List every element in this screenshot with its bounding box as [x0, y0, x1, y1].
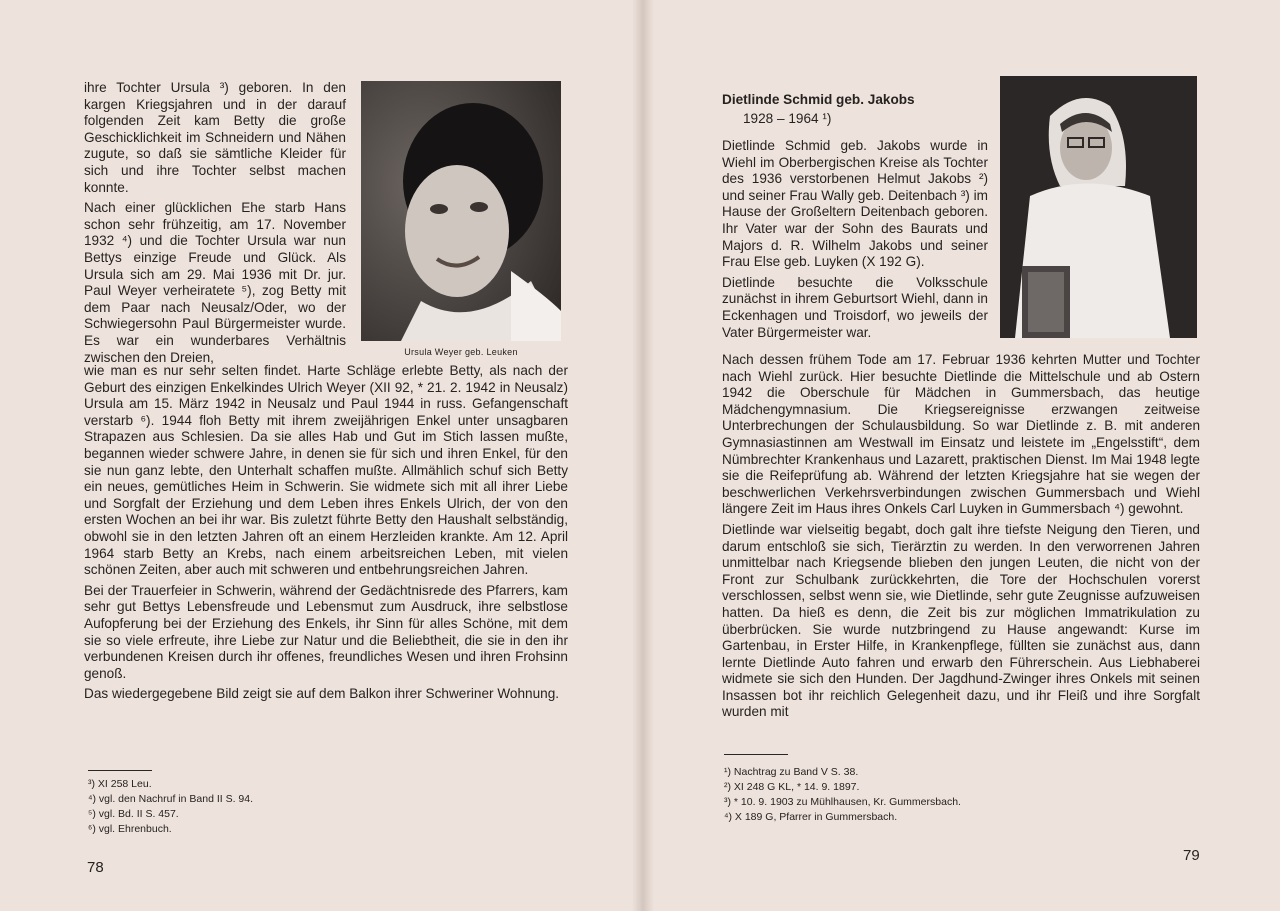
paragraph: Dietlinde Schmid geb. Jakobs wurde in Wiehl im Oberbergischen Kreise als Tochter des 1936 verstorbenen Helmut Jakobs ²) und seiner Frau Wally geb. Deitenbach ³) im Hause der Großeltern Deitenbach geboren. Ihr Vater war der Sohn des Baurats und Majors d. R. Wilhelm Jakobs und seiner Frau Else geb. Luyken (X 192 G).	[722, 138, 988, 270]
portrait-image	[361, 81, 561, 341]
left-footnotes	[88, 777, 253, 837]
left-narrow-column	[84, 80, 346, 370]
paragraph: Nach einer glücklichen Ehe starb Hans schon sehr frühzeitig, am 17. November 1932 ⁴) und die Tochter Ursula war nun Bettys einzige Freude und Glück. Als Ursula sich am 29. Mai 1936 mit Dr. jur. Paul Weyer verheiratete ⁵), zog Betty mit dem Paar nach Neusalz/Oder, wo der Schwiegersohn Paul Bürgermeister wurde. Es war ein wunderbares Verhältnis zwischen den Dreien,	[84, 200, 346, 365]
footnote: ⁴) vgl. den Nachruf in Band II S. 94.	[88, 793, 254, 805]
left-wide-column	[84, 363, 568, 707]
paragraph: Bei der Trauerfeier in Schwerin, während der Gedächtnisrede des Pfarrers, kam sehr gut Bettys Lebensfreude und Lebensmut zum Ausdruck, ihre selbstlose Aufopferung bei der Erziehung des Enkels, ihr Sinn für alles Schöne, mit dem sie so viele erfreute, ihre Liebe zur Natur und die Beliebtheit, die sie in den ihr verbundenen Kreisen durch ihr offenes, freundliches Wesen und ihren Frohsinn genoß.	[84, 582, 568, 681]
right-wide-column	[722, 352, 1200, 725]
page-number: 78	[87, 859, 104, 876]
paragraph: Nach dessen frühem Tode am 17. Februar 1936 kehrten Mutter und Tochter nach Wiehl zurück. Hier besuchte Dietlinde die Mittelschule und ab Ostern 1942 die Oberschule für Mädchen in Gummersbach, das heutige Mädchengymnasium. Die Kriegsereignisse erzwangen zeitweise Unterbrechungen der Schulausbildung. So war Dietlinde z. B. mit anderen Gymnasiastinnen am Westwall im Einsatz und leistete im „Engelsstift“, dem Nümbrechter Krankenhaus und Lazarett, praktischen Dienst. Im Mai 1948 legte sie die Reifeprüfung ab. Während der letzten Kriegsjahre hat sie wegen der beschwerlichen Verkehrsverbindungen zwischen Gummersbach und Wiehl längere Zeit im Haus ihres Onkels Carl Luyken in Gummersbach ⁴) gewohnt.	[722, 352, 1200, 517]
life-dates: 1928 – 1964 ¹)	[743, 111, 832, 126]
photo-caption: Ursula Weyer geb. Leuken	[404, 347, 518, 357]
paragraph: ihre Tochter Ursula ³) geboren. In den kargen Kriegsjahren und in der darauf folgenden Zeit kam Betty die große Geschicklichkeit im Schneidern und Nähen zugute, so daß sie sämtliche Kleider für sich und ihre Tochter selbst machen konnte.	[84, 80, 346, 195]
portrait-photo-right	[1000, 76, 1197, 338]
paragraph: Das wiedergegebene Bild zeigt sie auf dem Balkon ihrer Schweriner Wohnung.	[84, 686, 560, 702]
footnote: ³) * 10. 9. 1903 zu Mühlhausen, Kr. Gummersbach.	[724, 796, 961, 808]
portrait-illustration	[361, 81, 561, 341]
right-footnotes	[724, 765, 961, 825]
footnote-rule	[724, 754, 788, 755]
footnote: ⁴) X 189 G, Pfarrer in Gummersbach.	[724, 811, 898, 823]
book-gutter-shadow	[632, 0, 654, 911]
footnote: ⁵) vgl. Bd. II S. 457.	[88, 808, 179, 820]
portrait-image	[1000, 76, 1197, 338]
footnote: ⁶) vgl. Ehrenbuch.	[88, 823, 172, 835]
footnote: ¹) Nachtrag zu Band V S. 38.	[724, 766, 859, 778]
paragraph: Dietlinde besuchte die Volksschule zunächst in ihrem Geburtsort Wiehl, dann in Eckenhagen und Troisdorf, wo jeweils der Vater Bürgermeister war.	[722, 274, 988, 340]
portrait-photo-left	[361, 81, 561, 362]
section-heading: Dietlinde Schmid geb. Jakobs	[722, 92, 915, 107]
footnote: ²) XI 248 G KL, * 14. 9. 1897.	[724, 781, 860, 793]
footnote: ³) XI 258 Leu.	[88, 778, 152, 790]
paragraph: Dietlinde war vielseitig begabt, doch galt ihre tiefste Neigung den Tieren, und darum entschloß sie sich, Tierärztin zu werden. In den verworrenen Jahren unmittelbar nach Kriegsende blieben den jungen Leuten, die nicht von der Front zur Schulbank zurückkehrten, die Tore der Hochschulen vorerst verschlossen, selbst wenn sie, wie Dietlinde, sehr gute Zeugnisse aufzuweisen hatten. Da hieß es denn, die Zeit bis zur möglichen Immatrikulation zu überbrücken. Sie wurde nutzbringend zu Hause angewandt: Kurse im Gartenbau, in Erster Hilfe, in Krankenpflege, füllten sie zunächst aus, dann lernte Dietlinde Auto fahren und erwarb den Führerschein. Aus Liebhaberei widmete sie sich den Hunden. Der Jagdhund-Zwinger ihres Onkels mit seinen Insassen bot ihr reichlich Gelegenheit dazu, und ihr Fleiß und ihre Sorgfalt wurden mit	[722, 521, 1200, 720]
footnote-rule	[88, 770, 152, 771]
right-page	[643, 0, 1280, 911]
paragraph: wie man es nur sehr selten findet. Harte Schläge erlebte Betty, als nach der Geburt des einzigen Enkelkindes Ulrich Weyer (XII 92, * 21. 2. 1942 in Neusalz) Ursula am 15. März 1942 in Neusalz und Paul 1944 in russ. Gefangenschaft verstarb ⁶). 1944 floh Betty mit ihrem zweijährigen Enkel unter unsagbaren Strapazen aus Schlesien. Da sie alles Hab und Gut im Stich lassen mußte, begannen wieder schwere Jahre, in denen sie für sich und ihren Enkel, für den sie nun ganz lebte, den Unterhalt schaffen mußte. Allmählich schuf sich Betty ein neues, gemütliches Heim in Schwerin. Sie widmete sich mit all ihrer Liebe und Sorgfalt der Erziehung und dem Leben ihres Enkels Ulrich, der von den ersten Wochen an bei ihr war. Bis zuletzt führte Betty den Haushalt selbständig, obwohl sie in den letzten Jahren oft an einem Herzleiden krankte. Am 12. April 1964 starb Betty an Krebs, nach einem arbeitsreichen Leben, mit vielen schönen Zeiten, aber auch mit schweren und entbehrungsreichen Jahren.	[84, 363, 568, 578]
right-narrow-column	[722, 138, 988, 345]
portrait-illustration	[1000, 76, 1197, 338]
page-number: 79	[1183, 847, 1200, 864]
